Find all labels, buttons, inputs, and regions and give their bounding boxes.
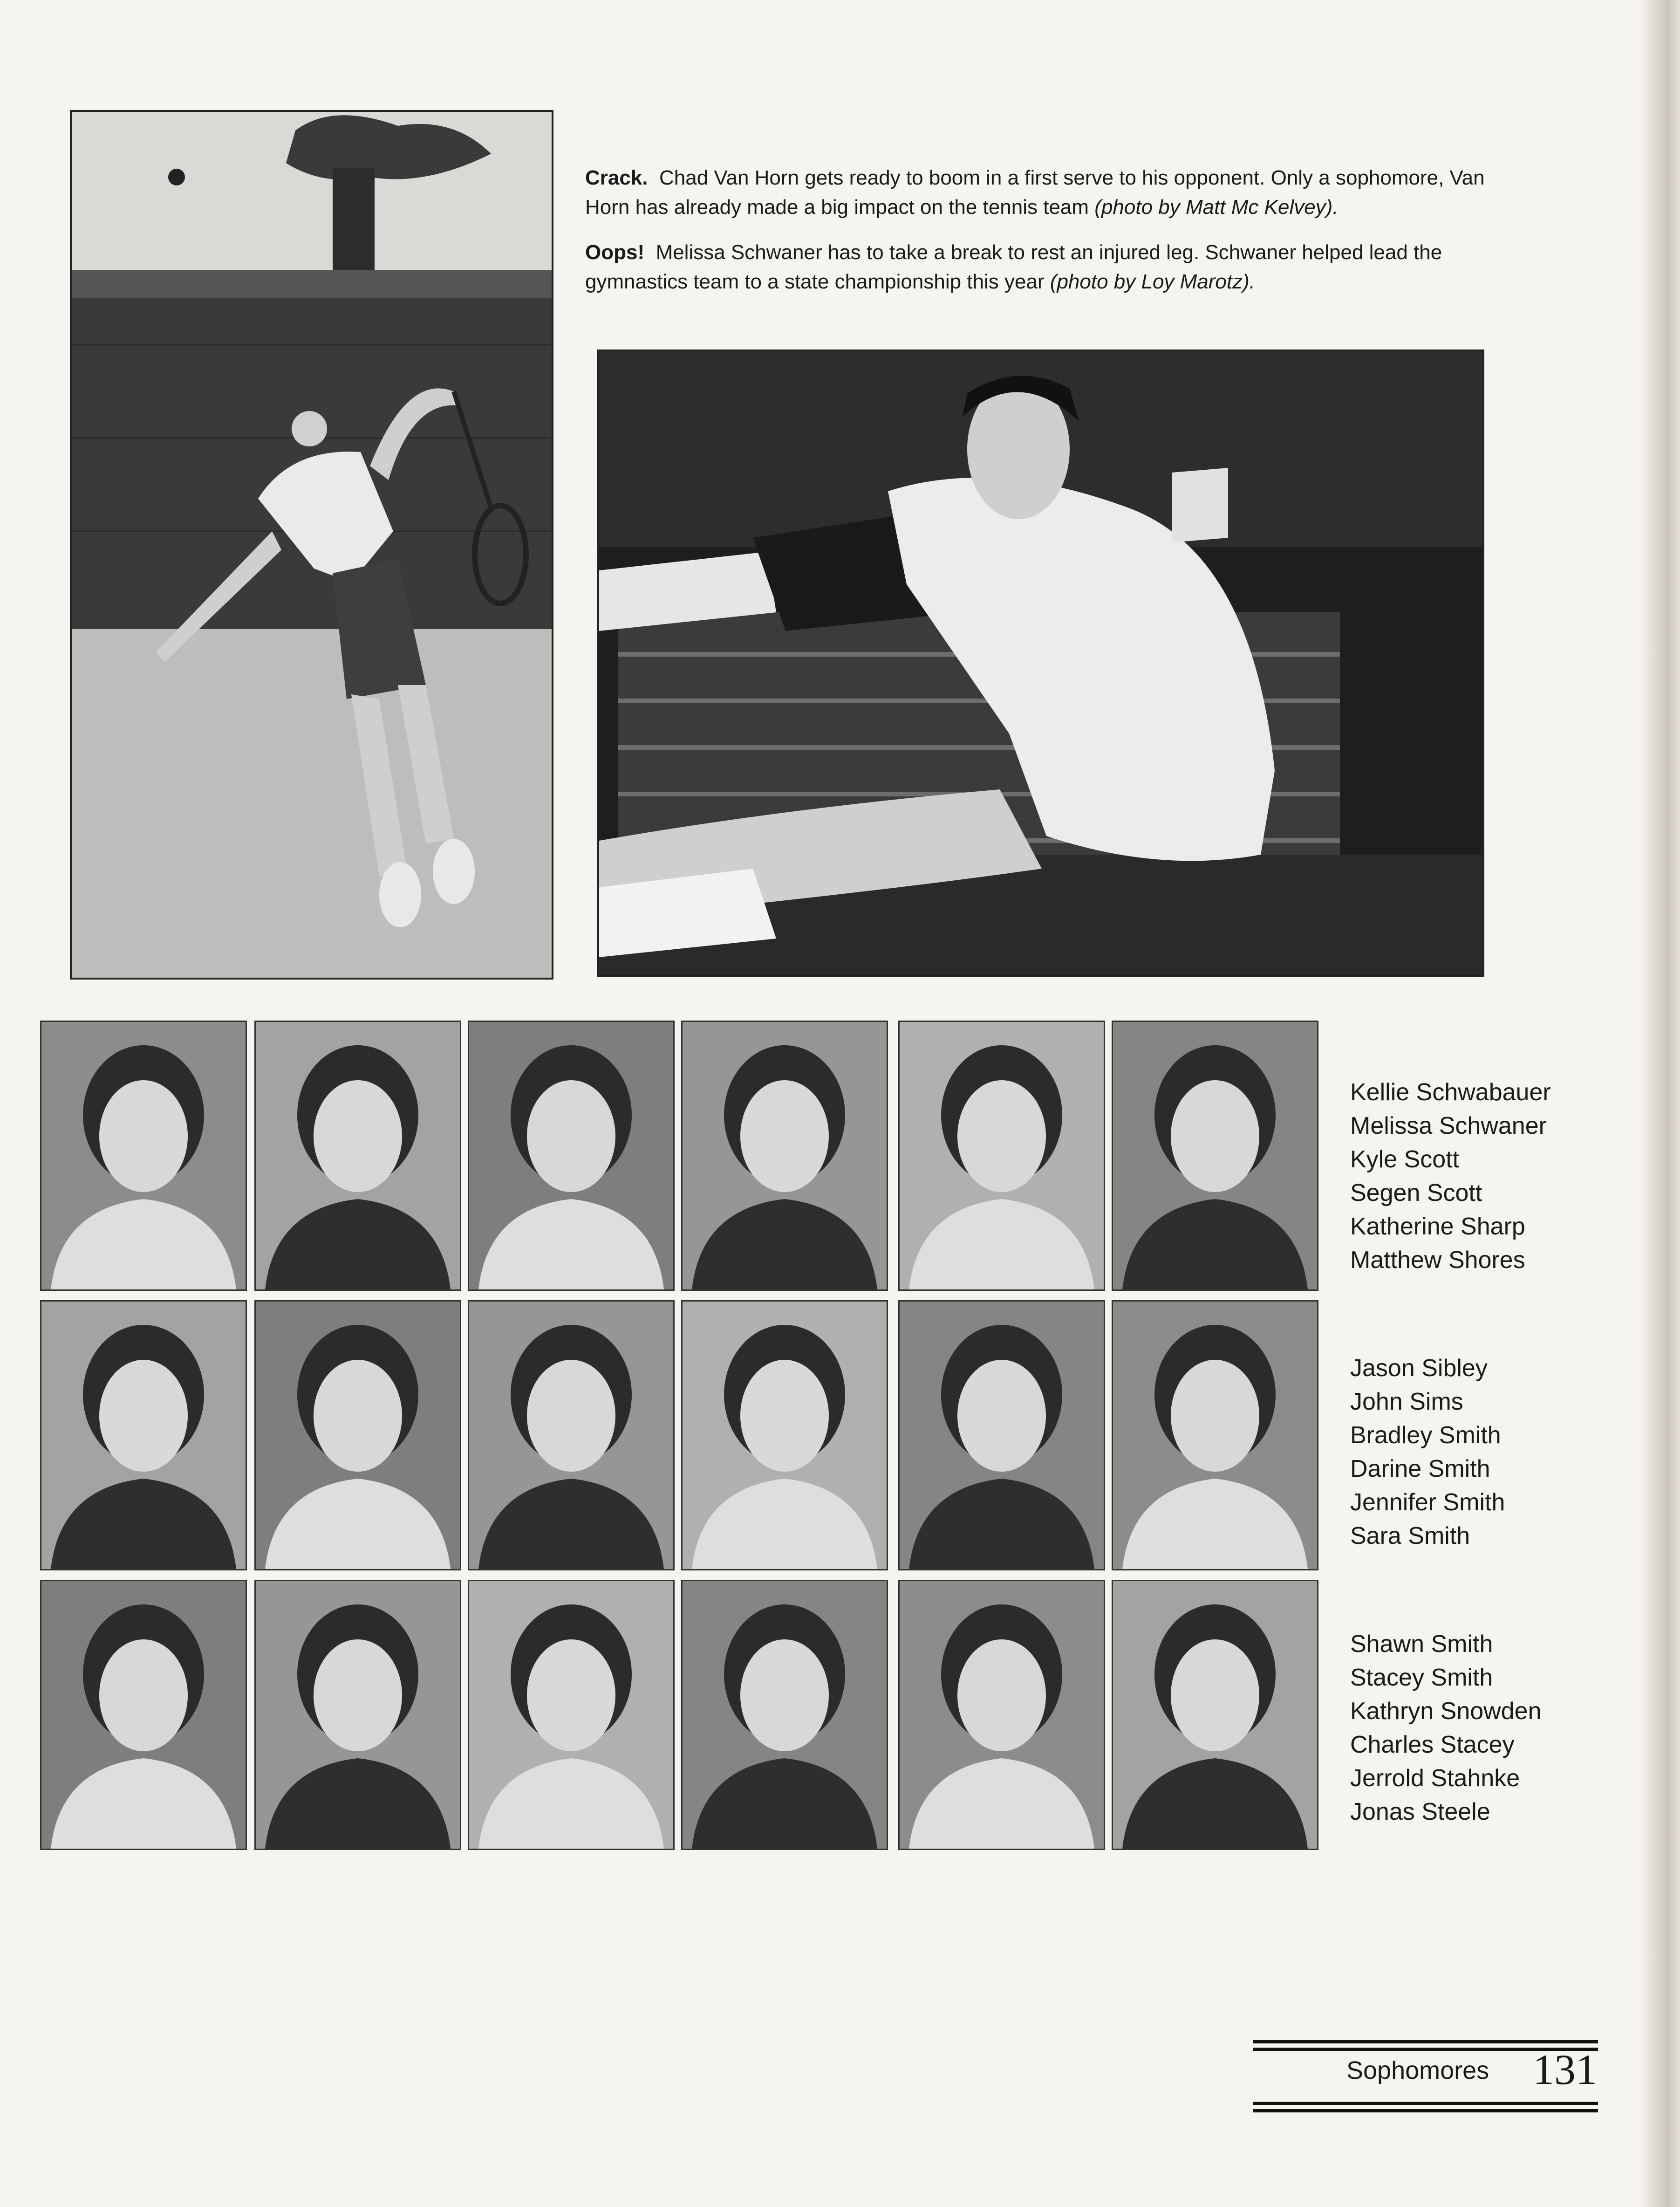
section-label: Sophomores bbox=[1346, 2056, 1489, 2084]
student-name: Bradley Smith bbox=[1350, 1422, 1501, 1449]
student-portrait bbox=[468, 1580, 675, 1850]
caption-credit: (photo by Matt Mc Kelvey). bbox=[1094, 196, 1339, 219]
captions bbox=[585, 163, 1508, 312]
caption-text: Chad Van Horn gets ready to boom in a first serve to his opponent. Only a sophomore, Van Horn has already made a big impact on the tennis team bbox=[585, 166, 1485, 219]
student-name: John Sims bbox=[1350, 1388, 1463, 1415]
student-portrait bbox=[681, 1580, 888, 1850]
page-number: 131 bbox=[1533, 2046, 1597, 2093]
student-portrait bbox=[254, 1300, 461, 1570]
student-portrait bbox=[1112, 1021, 1318, 1291]
student-portrait bbox=[468, 1300, 675, 1570]
student-portrait bbox=[468, 1021, 675, 1291]
student-portrait bbox=[1112, 1580, 1318, 1850]
student-name: Kathryn Snowden bbox=[1350, 1698, 1542, 1725]
name-column-row-3 bbox=[1350, 1627, 1611, 1829]
student-name: Darine Smith bbox=[1350, 1455, 1490, 1482]
bench-photo bbox=[597, 350, 1484, 977]
student-portrait bbox=[254, 1021, 461, 1291]
student-portrait bbox=[40, 1580, 247, 1850]
student-name: Shawn Smith bbox=[1350, 1631, 1493, 1658]
student-portrait bbox=[681, 1300, 888, 1570]
student-name: Jerrold Stahnke bbox=[1350, 1765, 1520, 1792]
student-portrait bbox=[40, 1300, 247, 1570]
student-portrait bbox=[1112, 1300, 1318, 1570]
student-portrait bbox=[681, 1021, 888, 1291]
caption-lead: Crack. bbox=[585, 166, 648, 189]
page-edge bbox=[1640, 0, 1680, 2207]
student-name: Jennifer Smith bbox=[1350, 1489, 1505, 1516]
student-portrait bbox=[898, 1580, 1105, 1850]
caption-lead: Oops! bbox=[585, 241, 645, 264]
name-column-row-2 bbox=[1350, 1351, 1611, 1553]
student-name: Stacey Smith bbox=[1350, 1664, 1493, 1691]
student-name: Kyle Scott bbox=[1350, 1146, 1460, 1173]
student-portrait bbox=[40, 1021, 247, 1291]
tennis-photo bbox=[70, 110, 553, 980]
student-name: Matthew Shores bbox=[1350, 1247, 1525, 1274]
caption-oops bbox=[585, 238, 1508, 296]
student-portrait bbox=[898, 1021, 1105, 1291]
name-column-row-1 bbox=[1350, 1076, 1611, 1277]
student-name: Jonas Steele bbox=[1350, 1798, 1490, 1825]
student-name: Charles Stacey bbox=[1350, 1731, 1515, 1758]
student-name: Jason Sibley bbox=[1350, 1355, 1488, 1382]
student-portrait bbox=[254, 1580, 461, 1850]
student-portrait bbox=[898, 1300, 1105, 1570]
caption-crack bbox=[585, 163, 1508, 222]
student-name: Melissa Schwaner bbox=[1350, 1112, 1547, 1139]
student-name: Kellie Schwabauer bbox=[1350, 1079, 1551, 1106]
student-name: Sara Smith bbox=[1350, 1522, 1470, 1549]
caption-text: Melissa Schwaner has to take a break to rest an injured leg. Schwaner helped lead the gymnastics team to a state championship this year bbox=[585, 241, 1442, 293]
student-name: Segen Scott bbox=[1350, 1179, 1482, 1206]
student-name: Katherine Sharp bbox=[1350, 1213, 1525, 1240]
footer-rule-bottom bbox=[1253, 2102, 1598, 2117]
caption-credit: (photo by Loy Marotz). bbox=[1050, 270, 1256, 293]
